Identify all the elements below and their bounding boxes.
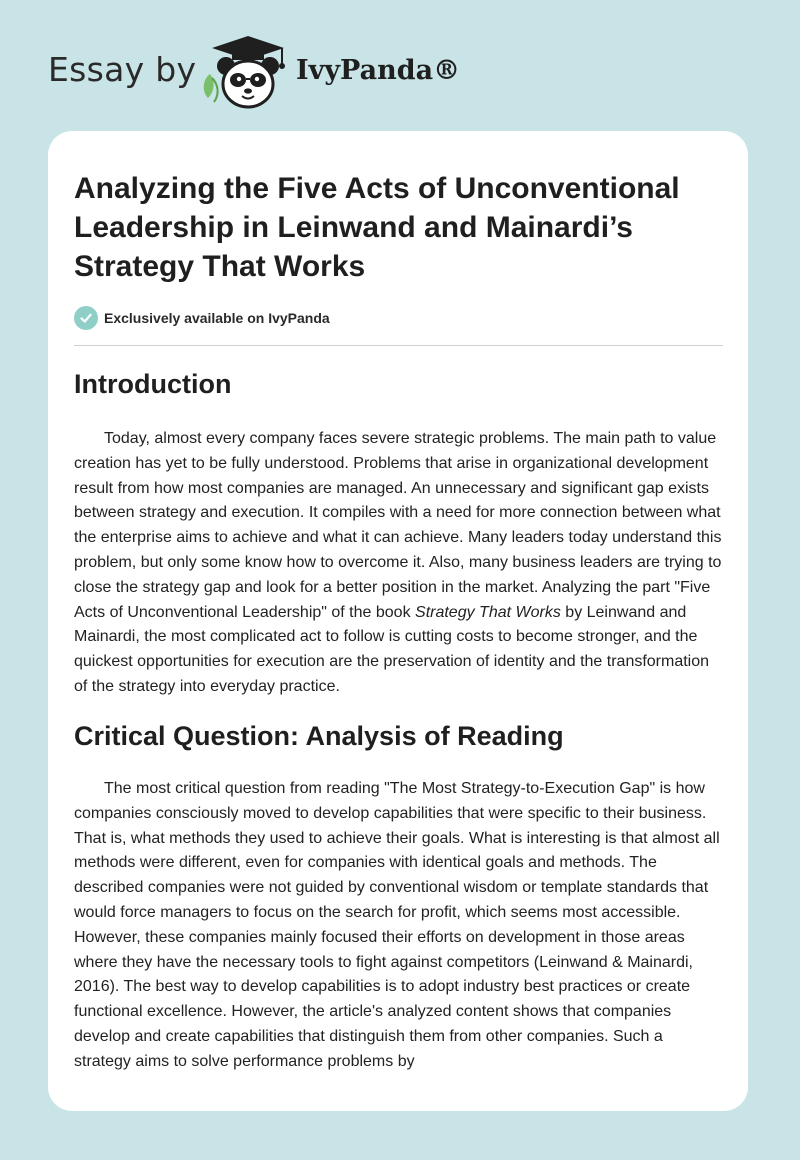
check-icon	[74, 306, 98, 330]
badge-label: Exclusively available on IvyPanda	[104, 310, 330, 326]
page-title: Analyzing the Five Acts of Unconventional Leadership in Leinwand and Mainardi’s Strategy That Works	[74, 172, 680, 283]
site-header	[0, 0, 800, 130]
intro-text-part-1: Today, almost every company faces severe strategic problems. The main path to value creation has yet to be fully understood. Problems that arise in organizational development result from how most companies are managed. An unnecessary and significant gap exists between strategy and execution. It compiles with a need for more connection between what the enterprise aims to achieve and what it can achieve. Many leaders today understand this problem, but only some know how to overcome it. Also, many business leaders are trying to close the strategy gap and look for a better position in the market. Analyzing the part "Five Acts of Unconventional Leadership" of the book	[74, 430, 722, 621]
introduction-paragraph	[74, 427, 724, 700]
divider	[74, 345, 723, 346]
intro-text-part-2: by Leinwand and Mainardi, the most complicated act to follow is cutting costs to become stronger, and the quickest opportunities for execution are the preservation of identity and the transformation of the strategy into everyday practice.	[74, 603, 710, 695]
essay-card	[48, 131, 748, 1111]
exclusive-badge	[74, 306, 330, 330]
panda-logo-icon[interactable]	[198, 32, 298, 112]
critical-question-paragraph: The most critical question from reading "The Most Strategy-to-Execution Gap" is how companies consciously moved to develop capabilities that were specific to their business. That is, what methods they used to achieve their goals. What is interesting is that almost all methods were different, even for companies with identical goals and methods. The described companies were not guided by conventional wisdom or template standards that would force managers to focus on the search for profit, which seems most accessible. However, these companies mainly focused their efforts on development in those areas where they have the necessary tools to fight against competitors (Leinwand & Mainardi, 2016). The best way to develop capabilities is to adopt industry best practices or create functional excellence. However, the article's analyzed content shows that companies develop and create capabilities that distinguish them from other companies. Such a strategy aims to solve performance problems by	[74, 780, 720, 1070]
book-title: Strategy That Works	[415, 603, 561, 621]
brand-name[interactable]: IvyPanda®	[296, 55, 461, 86]
section-heading-introduction: Introduction	[74, 369, 232, 399]
section-heading-critical-question: Critical Question: Analysis of Reading	[74, 721, 564, 751]
essay-by-label: Essay by	[48, 50, 197, 89]
